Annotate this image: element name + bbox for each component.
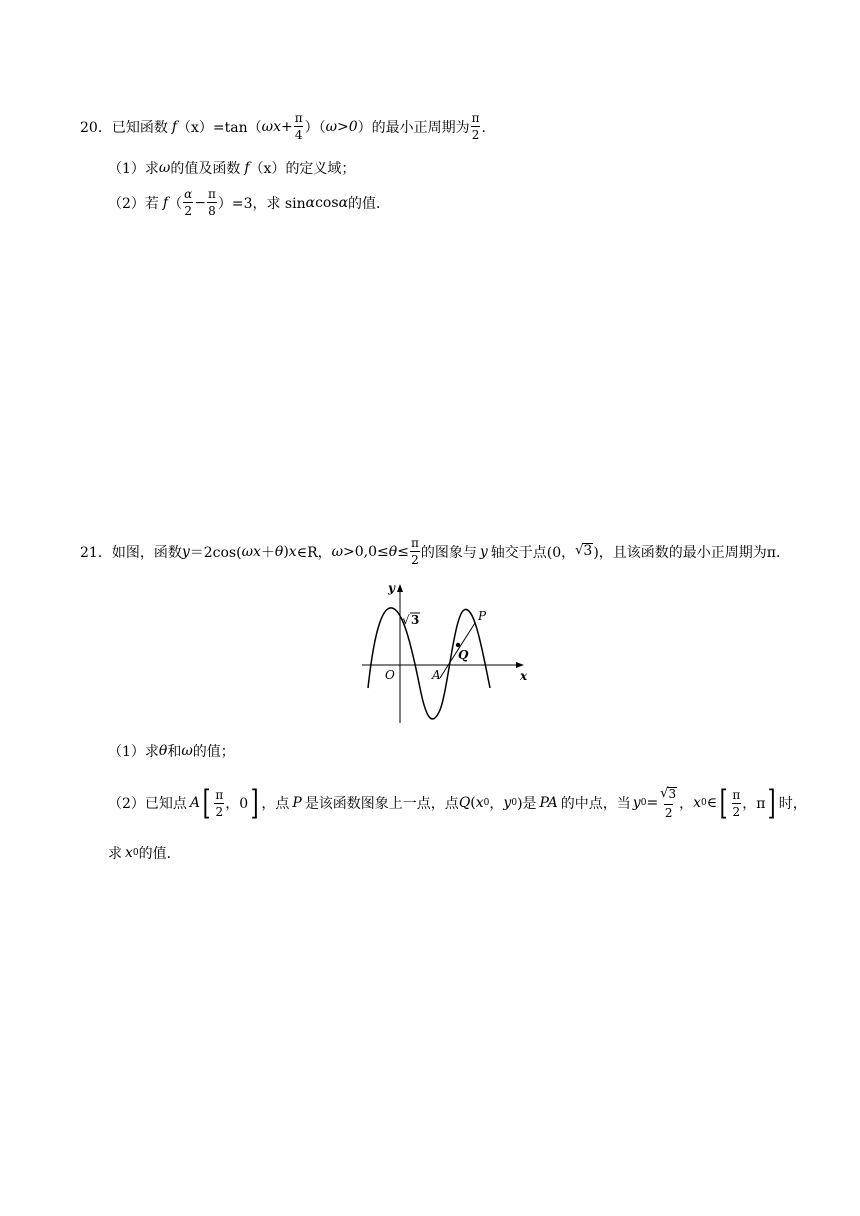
point-Q-label: Q — [458, 648, 469, 662]
q20-stem: 20． 已知函数 f （x） =tan（ ωx+ $\frac{\pi}{4}$ ）（ ω>0 ）的最小正周期为 $\frac{\pi}{2}$ ． — [80, 111, 496, 142]
q20-part2: （2） 若 f （ $\frac{\alpha}{2}$ − $\frac{\pi}{8}$ ）=3，求 sin α cos α 的值． — [108, 187, 391, 218]
sqrt3-over-2-fraction: √ 3 2 — [660, 786, 677, 820]
y-axis-arrow-icon — [397, 584, 403, 592]
radical-sign: √ — [660, 786, 669, 802]
point-A-coordinates: [ $\frac{\pi}{2}$ ，0 ] — [202, 783, 259, 823]
origin-label: O — [385, 668, 395, 682]
sqrt-3: √ 3 — [575, 543, 593, 560]
cosine-curve — [368, 608, 490, 719]
cosine-graph-figure — [360, 578, 530, 726]
x-axis-arrow-icon — [516, 662, 524, 668]
pi-over-4-fraction: $\frac{\pi}{4}$ — [294, 111, 303, 142]
right-bracket: ] — [250, 783, 259, 823]
sqrt3-label: 3 — [411, 613, 420, 627]
q21-number: 21． — [80, 544, 112, 561]
q20-number: 20． — [80, 119, 112, 136]
pi-over-8-fraction: $\frac{\pi}{8}$ — [207, 187, 216, 218]
point-P-label: P — [478, 609, 487, 623]
pi-over-2-fraction: $\frac{\pi}{2}$ — [471, 111, 480, 142]
pi-over-2-fraction: $\frac{\pi}{2}$ — [410, 536, 419, 567]
right-bracket: ] — [768, 783, 777, 823]
alpha-over-2-fraction: $\frac{\alpha}{2}$ — [184, 187, 193, 218]
radical-sign-figure: √ — [402, 613, 410, 627]
q21-stem: 21． 如图，函数 y ＝2cos( ωx ＋ θ ) x ∈R， ω >0,0≤ θ ≤ $\frac{\pi}{2}$ 的图象与 y 轴交于点(0， √ 3 )，且该函数的最小正周期为π． — [80, 536, 791, 567]
q21-part2-line2: 求 x 0 的值． — [108, 845, 181, 862]
radical-sign: √ — [575, 543, 584, 559]
y-axis-label: y — [388, 581, 395, 595]
left-bracket: [ — [719, 783, 728, 823]
q20-part1: （1） 求 ω 的值及函数 f （x） 的定义域； — [108, 160, 356, 177]
q21-part2: （2） 已知点 A [ $\frac{\pi}{2}$ ，0 ] ，点 P 是该函数图象上一点，点 Q ( x 0 ， y 0 )是 PA 的中点，当 y 0 = √ 3 2 ， x 0 ∈ [ $\frac{\pi}{2}$ ，π ] 时， — [108, 783, 807, 823]
interval-bracket: [ $\frac{\pi}{2}$ ，π ] — [719, 783, 777, 823]
left-bracket: [ — [202, 783, 211, 823]
point-Q-dot — [456, 643, 460, 647]
point-A-label: A — [432, 668, 441, 682]
x-axis-label: x — [520, 669, 528, 683]
q21-part1: （1） 求 θ 和 ω 的值； — [108, 743, 235, 760]
